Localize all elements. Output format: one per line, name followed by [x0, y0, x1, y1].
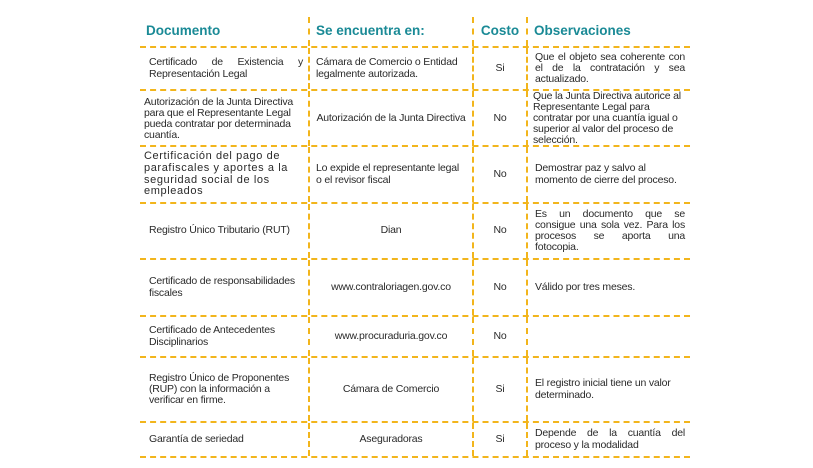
cell-ubicacion: www.procuraduria.gov.co [310, 317, 474, 356]
table-row [140, 358, 690, 423]
table-row [140, 147, 690, 204]
cell-documento: Certificación del pago de parafiscales y aportes a la seguridad social de los empleados [140, 147, 310, 202]
cell-ubicacion: www.contraloriagen.gov.co [310, 260, 474, 315]
cell-costo: Si [474, 423, 528, 456]
cell-ubicacion: Autorización de la Junta Directiva [310, 91, 474, 146]
cell-ubicacion: Cámara de Comercio [310, 358, 474, 421]
cell-observaciones: Válido por tres meses. [535, 280, 636, 293]
cell-observaciones: Es un documento que se consigue una sola vez. Para los procesos se aporta una fotocopia. [535, 207, 685, 254]
cell-costo: Si [474, 48, 528, 89]
cell-costo: No [474, 317, 528, 356]
cell-documento: Certificado de Existencia y Representación Legal [140, 48, 310, 89]
cell-costo: No [474, 260, 528, 315]
table-row [140, 48, 690, 91]
cell-costo: No [474, 204, 528, 258]
cell-observaciones: El registro inicial tiene un valor determinado. [535, 377, 671, 401]
cell-observaciones: Que la Junta Directiva autorice al Representante Legal para contratar por una cuantía igual o superior al valor del proceso de selección. [533, 90, 681, 147]
table-row [140, 260, 690, 317]
header-se-encuentra: Se encuentra en: [310, 17, 474, 46]
cell-documento: Garantía de seriedad [140, 423, 310, 456]
cell-documento: Autorización de la Junta Directiva para que el Representante Legal pueda contratar por determinada cuantía. [140, 91, 310, 146]
cell-ubicacion: Dian [310, 204, 474, 258]
table-row [140, 423, 690, 458]
table-row [140, 204, 690, 260]
table-row [140, 91, 690, 147]
cell-documento: Certificado de Antecedentes Disciplinarios [140, 317, 310, 356]
requirements-table [140, 17, 690, 458]
cell-ubicacion: Aseguradoras [310, 423, 474, 456]
cell-documento: Certificado de responsabilidades fiscales [140, 260, 310, 315]
cell-costo: Si [474, 358, 528, 421]
cell-documento: Registro Único de Proponentes (RUP) con la información a verificar en firme. [140, 358, 310, 421]
cell-ubicacion: Lo expide el representante legal o el revisor fiscal [310, 147, 474, 202]
cell-observaciones [528, 317, 690, 356]
header-observaciones: Observaciones [534, 23, 631, 39]
cell-costo: No [474, 147, 528, 202]
header-documento: Documento [140, 17, 310, 46]
cell-observaciones: Que el objeto sea coherente con el de la contratación y sea actualizado. [535, 50, 685, 85]
table-row [140, 317, 690, 358]
header-costo: Costo [474, 17, 528, 46]
cell-observaciones: Demostrar paz y salvo al momento de cierre del proceso. [535, 162, 677, 186]
cell-observaciones: Depende de la cuantía del proceso y la modalidad [535, 427, 685, 451]
cell-costo: No [474, 91, 528, 146]
table-header-row [140, 17, 690, 48]
cell-ubicacion: Cámara de Comercio o Entidad legalmente autorizada. [310, 48, 474, 89]
cell-documento: Registro Único Tributario (RUT) [140, 204, 310, 258]
